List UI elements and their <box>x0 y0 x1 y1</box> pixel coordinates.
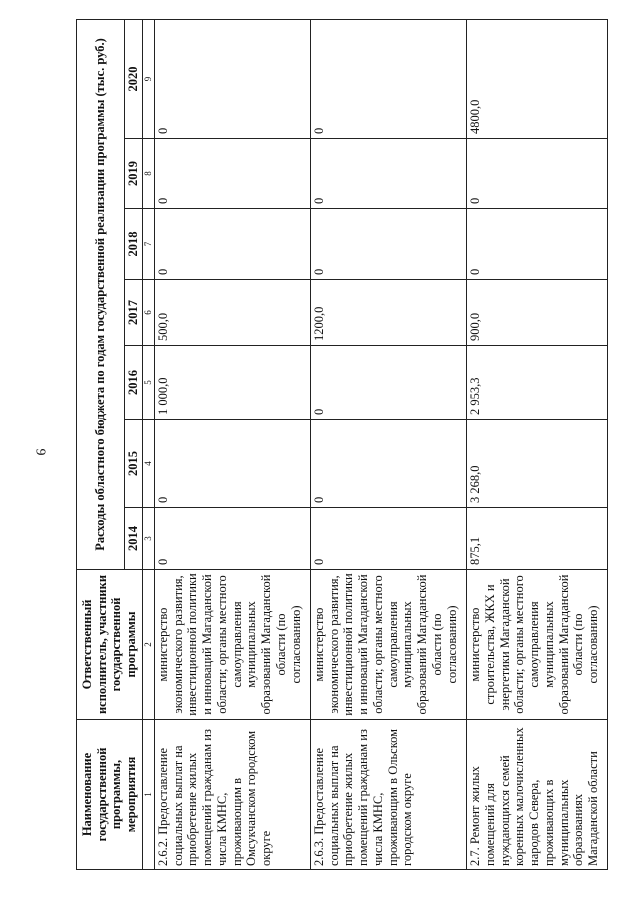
row-responsible: министерство экономического развития, инвестиционной политики и инноваций Магаданской области; органы местного самоуправления муниципальных образований Магаданской области (по согласованию) <box>154 570 310 720</box>
column-index: 1 <box>142 720 154 870</box>
column-index: 6 <box>142 280 154 346</box>
row-value: 2 953,3 <box>467 346 608 420</box>
table-row <box>467 19 608 869</box>
header-year: 2018 <box>125 209 143 280</box>
row-responsible: министерство экономического развития, инвестиционной политики и инноваций Магаданской области; органы местного самоуправления муниципальных образований Магаданской области (по согласованию) <box>310 570 466 720</box>
budget-table <box>76 19 608 870</box>
row-value: 500,0 <box>154 280 310 346</box>
row-value: 1 000,0 <box>154 346 310 420</box>
column-index: 5 <box>142 346 154 420</box>
row-value: 3 268,0 <box>467 420 608 508</box>
header-name: Наименование государственной программы, мероприятия <box>77 720 143 870</box>
row-value: 0 <box>154 139 310 209</box>
row-value: 0 <box>467 209 608 280</box>
row-value: 4800,0 <box>467 19 608 138</box>
table-row <box>310 19 466 869</box>
column-index: 7 <box>142 209 154 280</box>
row-value: 0 <box>310 420 466 508</box>
row-value: 0 <box>467 139 608 209</box>
header-row-1 <box>77 19 125 869</box>
header-expenses: Расходы областного бюджета по годам государственной реализации программы (тыс. руб.) <box>77 19 125 569</box>
row-name: 2.6.3. Предоставление социальных выплат на приобретение жилых помещений гражданам из числа КМНС, проживающим в Ольском городском округе <box>310 720 466 870</box>
column-index: 4 <box>142 420 154 508</box>
row-value: 0 <box>310 19 466 138</box>
row-value: 0 <box>154 19 310 138</box>
column-index: 9 <box>142 19 154 138</box>
row-value: 875,1 <box>467 508 608 570</box>
header-year: 2015 <box>125 420 143 508</box>
header-year: 2017 <box>125 280 143 346</box>
rotated-table-container <box>76 20 608 870</box>
header-year: 2016 <box>125 346 143 420</box>
row-value: 0 <box>154 209 310 280</box>
row-value: 900,0 <box>467 280 608 346</box>
row-value: 0 <box>154 420 310 508</box>
page-number: 9 <box>32 448 48 456</box>
row-value: 0 <box>154 508 310 570</box>
header-year: 2019 <box>125 139 143 209</box>
header-responsible: Ответственный исполнитель, участники государственной программы <box>77 570 143 720</box>
header-year: 2020 <box>125 19 143 138</box>
row-responsible: министерство строительства, ЖКХ и энергетики Магаданской области; органы местного самоуправления муниципальных образований Магаданской области (по согласованию) <box>467 570 608 720</box>
row-value: 0 <box>310 346 466 420</box>
row-value: 1200,0 <box>310 280 466 346</box>
column-index: 3 <box>142 508 154 570</box>
row-value: 0 <box>310 139 466 209</box>
column-index: 2 <box>142 570 154 720</box>
row-name: 2.7. Ремонт жилых помещений для нуждающихся семей коренных малочисленных народов Севера, проживающих в муниципальных образованиях Магаданской области <box>467 720 608 870</box>
row-name: 2.6.2. Предоставление социальных выплат на приобретение жилых помещений гражданам из числа КМНС, проживающим в Омсукчанском городском округе <box>154 720 310 870</box>
header-year: 2014 <box>125 508 143 570</box>
row-value: 0 <box>310 209 466 280</box>
column-index-row <box>142 19 154 869</box>
table-row <box>154 19 310 869</box>
column-index: 8 <box>142 139 154 209</box>
row-value: 0 <box>310 508 466 570</box>
